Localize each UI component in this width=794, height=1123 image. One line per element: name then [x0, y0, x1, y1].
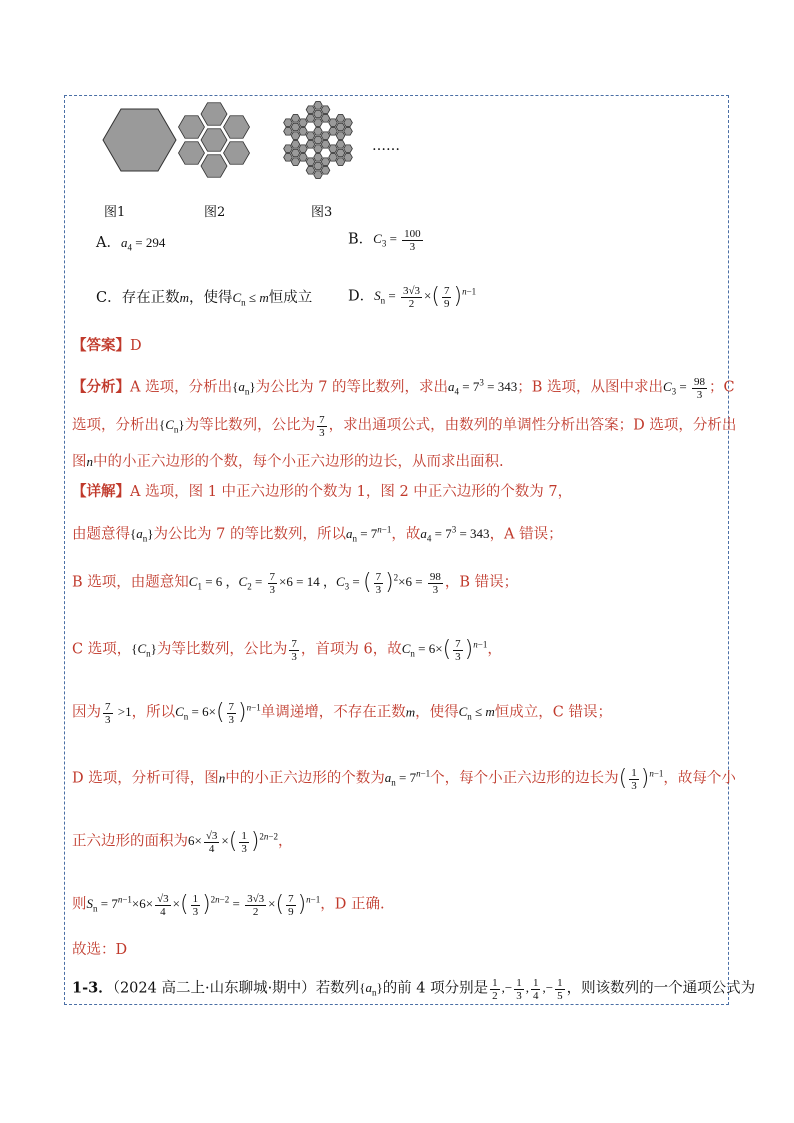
- analysis-line-1: 【分析】A 选项，分析出$\{a_n\}$为公比为 7 的等比数列，求出$a_4 = 7^3 = 343$；B 选项，从图中求出$C_3$ = $\frac{98}{3}$ ；C: [72, 375, 735, 401]
- detail-line-3: B 选项，由题意知$C_1 = 6$ ，$C_2$ = $\frac{7}{3}$ ×6 = 14 ，$C_3$ = ( $\frac{7}{3}$ )$^2$×6 = $\frac{98}{3}$ ，B 错误；: [72, 570, 519, 596]
- figure-1-caption: 图1: [104, 205, 126, 220]
- figure-2-hexagon-4: [178, 142, 204, 165]
- figure-3-hexagon-24: [291, 158, 300, 166]
- option-a: A．$a_4 = 294$: [96, 235, 166, 253]
- figure-3-hexagon-49: [344, 119, 353, 127]
- figure-3-hexagon-31: [291, 132, 300, 140]
- figure-3-hexagon-14: [344, 145, 353, 153]
- figure-3-hexagon-36: [314, 110, 323, 118]
- detail-line-7: 正六边形的面积为6× $\frac{√3}{4}$ ×( $\frac{1}{3}$ )$^{2n-2}$，: [72, 829, 293, 855]
- figure-3-hexagon-33: [284, 119, 293, 127]
- figure-2-hexagon-5: [178, 116, 204, 139]
- option-b: B．$C_3$ = $\frac{100}{3}$: [348, 228, 421, 253]
- figure-3-hexagon-29: [291, 123, 300, 131]
- figure-3-hexagon-21: [321, 158, 330, 166]
- figure-3-hexagon-2: [321, 141, 330, 149]
- figure-2-hexagon-1: [201, 129, 227, 152]
- analysis-line-2: 选项，分析出$\{C_n\}$为等比数列，公比为 $\frac{7}{3}$ ，求出通项公式，由数列的单调性分析出答案；D 选项，分析出: [72, 414, 737, 439]
- answer-line: 【答案】D: [72, 337, 142, 354]
- figure-3-hexagon-12: [329, 145, 338, 153]
- figure-3-hexagon-8: [336, 149, 345, 157]
- figure-3-hexagon-26: [284, 145, 293, 153]
- detail-line-5: 因为 $\frac{7}{3}$ >1，所以$C_n = 6\times$( $\frac{7}{3}$ )$^{n-1}$单调递增，不存在正数m，使得$C_n \le m$恒成立，C 错误；: [72, 700, 612, 726]
- figure-3-hexagon-32: [284, 128, 293, 136]
- figure-3-hexagon-9: [344, 154, 353, 162]
- option-c: C．存在正数m，使得$C_n \le m$恒成立: [96, 290, 313, 308]
- figure-3-hexagon-28: [299, 145, 308, 153]
- figure-3-hexagon-48: [336, 115, 345, 123]
- figure-3-hexagon-45: [336, 132, 345, 140]
- detail-line-8: 则$S_n = 7^{n-1}\times 6\times$ $\frac{√3}{4}$ ×( $\frac{1}{3}$ )$^{2n-2}$ = $\frac{3√3}{2}$ ×( $\frac{7}{9}$ )$^{n-1}$，D 正确.: [72, 892, 385, 918]
- figure-3-hexagon-15: [314, 162, 323, 170]
- figure-3-hexagon-11: [329, 154, 338, 162]
- figure-3-hexagon-18: [306, 167, 315, 175]
- figure-3-hexagon-30: [299, 128, 308, 136]
- next-question-line: 1-3．（2024 高二上·山东聊城·期中）若数列$\{a_n\}$的前 4 项分别是 $\frac{1}{2}$ ,− $\frac{1}{3}$ , $\frac{1}{4}$ ,− $\frac{1}{5}$ ，则该数列的一个通项公式为: [72, 977, 756, 1002]
- figure-2-caption: 图2: [204, 205, 226, 220]
- figure-1-hexagon: [103, 109, 176, 171]
- figure-3-hexagon-13: [336, 141, 345, 149]
- figure-2-hexagon-6: [201, 103, 227, 126]
- figure-3-hexagon-25: [284, 154, 293, 162]
- detail-line-1: 【详解】A 选项，图 1 中正六边形的个数为 1，图 2 中正六边形的个数为 7，: [72, 483, 573, 500]
- figure-3-hexagons: [284, 102, 353, 179]
- figure-3-hexagon-46: [329, 128, 338, 136]
- figure-3-hexagon-16: [321, 167, 330, 175]
- detail-line-4: C 选项，$\{C_n\}$为等比数列，公比为 $\frac{7}{3}$ ，首项为 6，故$C_n = 6\times$( $\frac{7}{3}$ )$^{n-1}$，: [72, 637, 502, 663]
- analysis-line-3: 图n中的小正六边形的个数，每个小正六边形的边长，从而求出面积.: [72, 454, 504, 470]
- option-d: D．$S_n$ = $\frac{3√3}{2}$ ×( $\frac{7}{9}$ )$^{n-1}$: [348, 284, 477, 310]
- figure-3-hexagon-44: [344, 128, 353, 136]
- figure-3-caption: 图3: [311, 205, 333, 220]
- figure-ellipsis: ……: [372, 138, 400, 154]
- figure-3-hexagon-20: [314, 154, 323, 162]
- figure-3-hexagon-40: [306, 106, 315, 114]
- figure-3-hexagon-22: [291, 149, 300, 157]
- figure-2-hexagon-2: [224, 142, 250, 165]
- figure-3-hexagon-43: [336, 123, 345, 131]
- figure-3-hexagon-38: [314, 119, 323, 127]
- figure-3-hexagon-41: [314, 102, 323, 110]
- figure-3-hexagon-34: [291, 115, 300, 123]
- figure-2-hexagons: [178, 103, 249, 178]
- figure-3-hexagon-5: [306, 132, 315, 140]
- figure-3-hexagon-37: [321, 115, 330, 123]
- figure-3-hexagon-47: [329, 119, 338, 127]
- figure-3-hexagon-6: [314, 128, 323, 136]
- figure-3-hexagon-17: [314, 171, 323, 179]
- figure-3-hexagon-27: [291, 141, 300, 149]
- detail-line-6: D 选项，分析可得，图n中的小正六边形的个数为$a_n = 7^{n-1}$个，每个小正六边形的边长为( $\frac{1}{3}$ )$^{n-1}$，故每个小: [72, 766, 736, 792]
- figure-2-hexagon-3: [201, 155, 227, 178]
- detail-line-2: 由题意得$\{a_n\}$为公比为 7 的等比数列，所以$a_n = 7^{n-1}$，故$a_4 = 7^3 = 343$，A 错误；: [72, 525, 563, 544]
- figure-3-hexagon-3: [314, 145, 323, 153]
- figure-3-hexagon-39: [306, 115, 315, 123]
- figure-3-hexagon-1: [314, 136, 323, 144]
- figure-3-hexagon-42: [321, 106, 330, 114]
- figure-3-hexagon-4: [306, 141, 315, 149]
- figure-3-hexagon-35: [299, 119, 308, 127]
- figure-2-hexagon-7: [224, 116, 250, 139]
- detail-line-9: 故选：D: [72, 942, 128, 958]
- figure-3-hexagon-19: [306, 158, 315, 166]
- figure-3-hexagon-7: [321, 132, 330, 140]
- figure-3-hexagon-10: [336, 158, 345, 166]
- figure-3-hexagon-23: [299, 154, 308, 162]
